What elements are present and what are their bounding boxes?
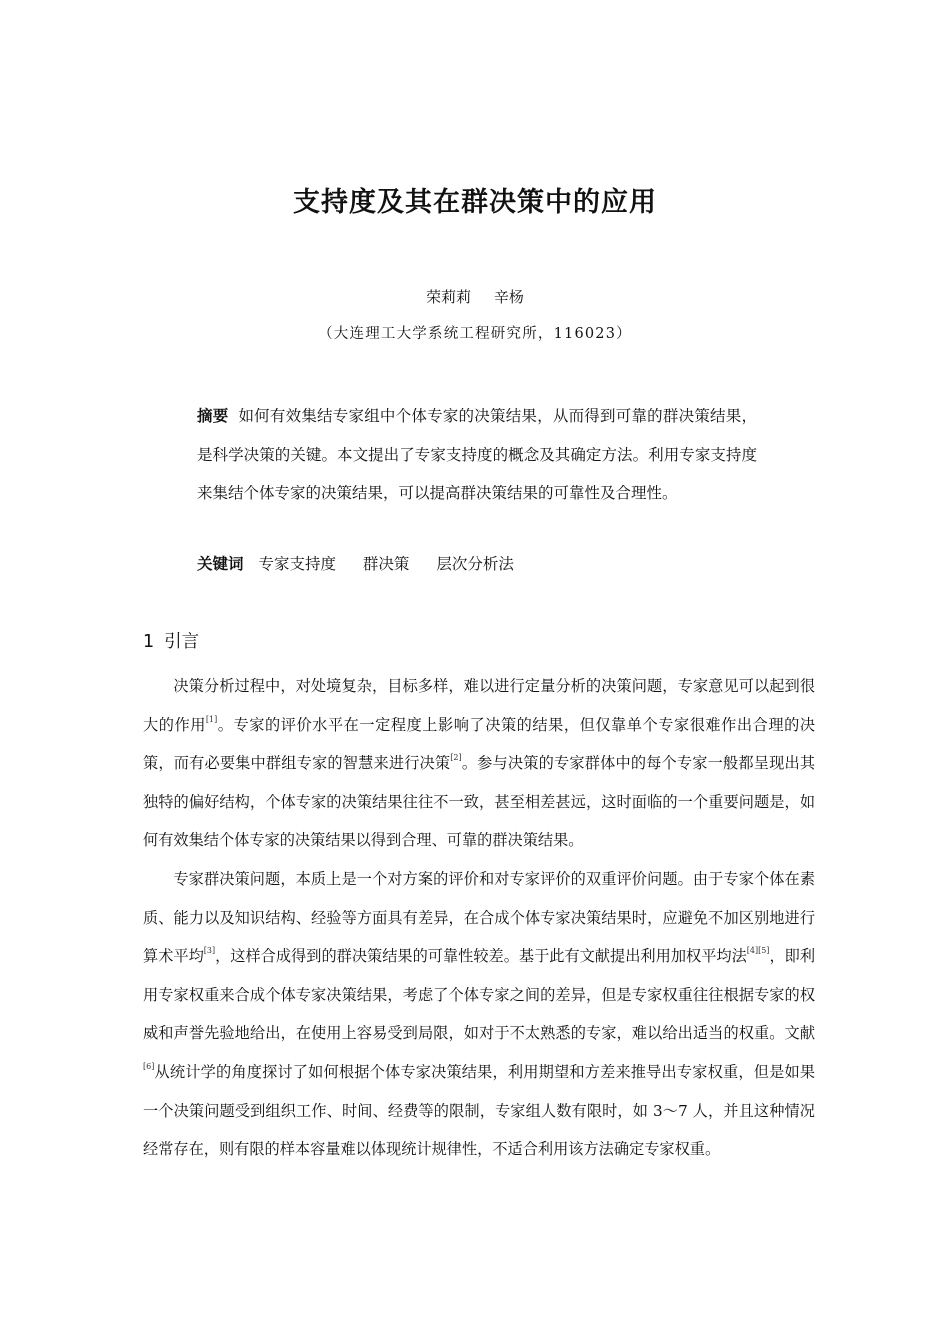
- citation: [2]: [450, 753, 462, 763]
- text-run: 专家群决策问题，本质上是一个对方案的评价和对专家评价的双重评价问题。由于专家个体在素质、能力以及知识结构、经验等方面具有差异，在合成个体专家决策结果时，应避免不加区别地进行算术平均: [143, 869, 815, 966]
- section-heading: [143, 628, 199, 653]
- text-run: ，这样合成得到的群决策结果的可靠性较差。基于此有文献提出利用加权平均法: [215, 947, 747, 966]
- text-run: 。参与决策的专家群体中的每个专家一般都呈现出其独特的偏好结构，个体专家的决策结果往往不一致，甚至相差甚远，这时面临的一个重要问题是，如何有效集结个体专家的决策结果以得到合理、可靠的群决策结果。: [143, 754, 816, 850]
- text-run: 决策分析过程中，对处境复杂，目标多样，难以进行定量分析的决策问题，专家意见可以起到很大的作用: [143, 677, 815, 734]
- abstract-label: 摘要: [197, 407, 229, 425]
- paragraph: [143, 860, 815, 1169]
- citation: [3]: [203, 946, 216, 956]
- citation: [4][5]: [746, 946, 770, 956]
- keyword: 层次分析法: [436, 555, 514, 573]
- paragraph: [143, 667, 815, 860]
- keywords-label: 关键词: [197, 555, 244, 573]
- text-run: 从统计学的角度探讨了如何根据个体专家决策结果，利用期望和方差来推导出专家权重，但是如果一个决策问题受到组织工作、时间、经费等的限制，专家组人数有限时，如 3～7 人，并且这种情况经常存在，则有限的样本容量难以体现统计规律性，不适合利用该方法确定专家权重。: [143, 1062, 815, 1159]
- abstract: [197, 397, 757, 513]
- section-title: 引言: [164, 632, 200, 652]
- citation: [1]: [205, 714, 218, 724]
- abstract-text: 如何有效集结专家组中个体专家的决策结果，从而得到可靠的群决策结果，是科学决策的关键。本文提出了专家支持度的概念及其确定方法。利用专家支持度来集结个体专家的决策结果，可以提高群决策结果的可靠性及合理性。: [197, 407, 757, 502]
- body-text: [143, 667, 815, 1169]
- text-run: 。专家的评价水平在一定程度上影响了决策的结果，但仅靠单个专家很难作出合理的决策，而有必要集中群组专家的智慧来进行决策: [143, 715, 816, 773]
- section-number: 1: [143, 632, 155, 652]
- keyword: 专家支持度: [258, 555, 336, 573]
- affiliation: （大连理工大学系统工程研究所，116023）: [318, 326, 632, 342]
- keywords: [197, 551, 757, 577]
- text-run: ，即利用专家权重来合成个体专家决策结果，考虑了个体专家之间的差异，但是专家权重往往根据专家的权威和声誉先验地给出，在使用上容易受到局限，如对于不太熟悉的专家，难以给出适当的权重。文献: [143, 947, 816, 1043]
- citation: [6]: [143, 1061, 155, 1071]
- paper-title: 支持度及其在群决策中的应用: [293, 187, 657, 218]
- authors: 荣莉莉 辛杨: [426, 288, 524, 306]
- keyword: 群决策: [362, 555, 410, 573]
